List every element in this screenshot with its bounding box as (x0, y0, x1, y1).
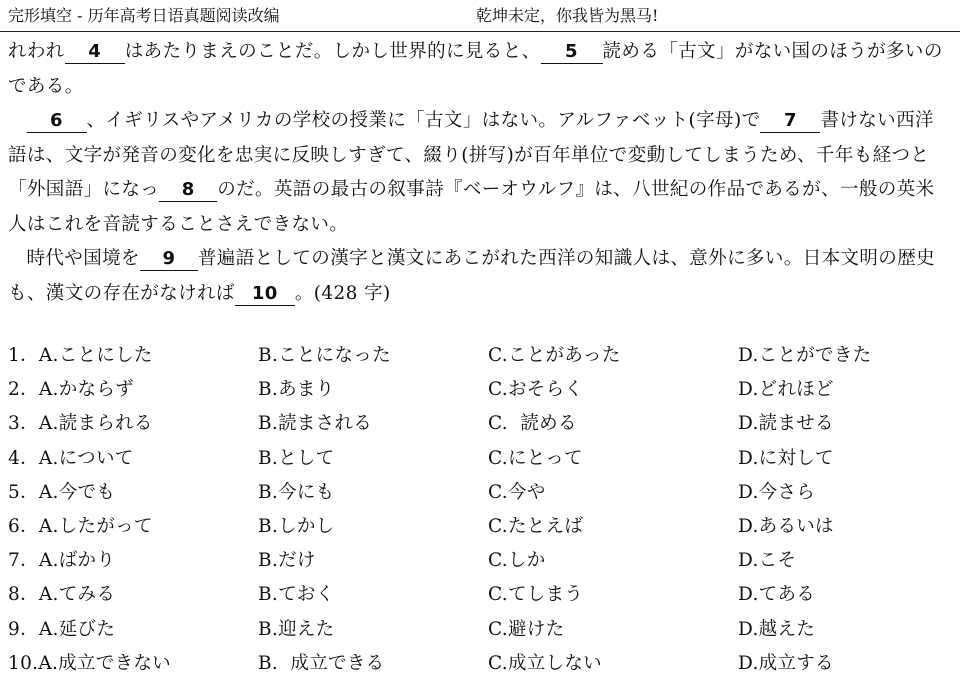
option-b[interactable]: B.迎えた (258, 618, 335, 640)
blank-8[interactable]: 8 (159, 179, 217, 202)
question-row (8, 647, 952, 681)
option-a[interactable]: A.かならず (38, 379, 134, 401)
option-a[interactable]: A.成立できない (38, 652, 171, 674)
question-number-and-option-a[interactable] (8, 373, 134, 407)
option-d[interactable]: D.越えた (738, 618, 816, 640)
question-number-and-option-a[interactable] (8, 476, 115, 510)
option-d[interactable]: D.てある (738, 584, 816, 606)
question-number-and-option-a[interactable] (8, 613, 115, 647)
question-number: 7． (8, 550, 39, 572)
question-number: 3． (8, 413, 39, 435)
option-c[interactable]: C.しか (488, 550, 546, 572)
option-c[interactable]: C.にとって (488, 447, 583, 469)
question-number-and-option-a[interactable] (8, 407, 153, 441)
passage-paragraph-1 (8, 35, 952, 104)
option-a[interactable]: A.したがって (38, 515, 153, 537)
passage-text: 読める「古文」がない国のほうが多いのである。 (8, 41, 943, 97)
passage-paragraph-2 (8, 104, 952, 242)
option-c[interactable]: C.おそらく (488, 379, 584, 401)
document-title: 完形填空 - 历年高考日语真题阅读改编 (8, 6, 280, 25)
question-number: 5． (8, 481, 39, 503)
blank-7[interactable]: 7 (760, 110, 820, 133)
passage-text: 書けない西洋語は、文字が発音の変化を忠実に反映しすぎて、綴り(拼写)が百年単位で変動してしまうため、千年も経つと「外国語」になっ (8, 110, 934, 200)
question-row (8, 613, 952, 647)
blank-6[interactable]: 6 (27, 110, 87, 133)
option-b[interactable]: B.として (258, 447, 335, 469)
option-c[interactable]: C.今や (488, 481, 546, 503)
option-a[interactable]: A.延びた (38, 618, 116, 640)
passage-text: 時代や国境を (26, 248, 140, 269)
question-row (8, 373, 952, 407)
page-header (8, 2, 952, 30)
option-c[interactable]: C.てしまう (488, 584, 584, 606)
option-d[interactable]: D.今さら (738, 481, 816, 503)
option-d[interactable]: D.読ませる (738, 413, 834, 435)
option-d[interactable]: D.成立する (738, 652, 834, 674)
header-motto: 乾坤未定，你我皆为黑马! (476, 6, 659, 25)
passage-text: 普遍語としての漢字と漢文にあこがれた西洋の知識人は、意外に多い。日本文明の歴史も、漢文の存在がなければ (8, 248, 936, 304)
option-b[interactable]: B. 成立できる (258, 652, 385, 674)
question-row (8, 442, 952, 476)
question-row (8, 407, 952, 441)
question-row (8, 339, 952, 373)
option-c[interactable]: C. 読める (488, 413, 577, 435)
option-d[interactable]: D.こそ (738, 550, 797, 572)
header-divider (0, 31, 960, 32)
question-number-and-option-a[interactable] (8, 339, 153, 373)
option-b[interactable]: B.ておく (258, 584, 335, 606)
option-b[interactable]: B.今にも (258, 481, 335, 503)
question-number-and-option-a[interactable] (8, 510, 153, 544)
question-row (8, 578, 952, 612)
option-a[interactable]: A.について (38, 447, 134, 469)
passage-text: 。(428 字) (294, 282, 391, 304)
passage-text: のだ。英語の最古の叙事詩『ベーオウルフ』は、八世紀の作品であるが、一般の英米人はこれを音読することさえできない。 (8, 179, 935, 235)
blank-4[interactable]: 4 (65, 41, 125, 64)
question-number: 6． (8, 515, 39, 537)
option-b[interactable]: B.読まされる (258, 413, 373, 435)
question-row (8, 544, 952, 578)
option-c[interactable]: C.成立しない (488, 652, 602, 674)
passage-paragraph-3 (8, 242, 952, 311)
option-b[interactable]: B.ことになった (258, 345, 391, 366)
option-c[interactable]: C.たとえば (488, 515, 584, 537)
question-number-and-option-a[interactable] (8, 647, 171, 681)
question-row (8, 476, 952, 510)
option-a[interactable]: A.読まられる (38, 413, 153, 435)
option-a[interactable]: A.ばかり (38, 550, 116, 572)
question-number: 2． (8, 379, 39, 401)
blank-5[interactable]: 5 (541, 41, 603, 64)
passage-text: はあたりまえのことだ。しかし世界的に見ると、 (124, 41, 541, 62)
answer-options (8, 339, 952, 681)
option-a[interactable]: A.今でも (38, 481, 116, 503)
question-number: 10. (8, 652, 39, 674)
question-number: 1． (8, 345, 39, 366)
option-d[interactable]: D.に対して (738, 447, 834, 469)
option-d[interactable]: D.あるいは (738, 515, 834, 537)
question-number-and-option-a[interactable] (8, 578, 115, 612)
question-number: 9． (8, 618, 39, 640)
option-c[interactable]: C.ことがあった (488, 345, 621, 366)
option-a[interactable]: A.ことにした (38, 345, 153, 366)
question-row (8, 510, 952, 544)
question-number-and-option-a[interactable] (8, 442, 134, 476)
passage-text: れわれ (8, 41, 65, 62)
question-number: 4． (8, 447, 39, 469)
option-b[interactable]: B.あまり (258, 379, 335, 401)
option-b[interactable]: B.だけ (258, 550, 316, 572)
reading-passage (8, 35, 952, 311)
option-d[interactable]: D.どれほど (738, 379, 834, 401)
option-c[interactable]: C.避けた (488, 618, 565, 640)
question-number-and-option-a[interactable] (8, 544, 115, 578)
blank-9[interactable]: 9 (140, 248, 198, 271)
option-b[interactable]: B.しかし (258, 515, 335, 537)
option-a[interactable]: A.てみる (38, 584, 116, 606)
passage-text: 、イギリスやアメリカの学校の授業に「古文」はない。アルファベット(字母)で (86, 110, 761, 131)
option-d[interactable]: D.ことができた (738, 345, 872, 366)
blank-10[interactable]: 10 (235, 283, 295, 306)
question-number: 8． (8, 584, 39, 606)
